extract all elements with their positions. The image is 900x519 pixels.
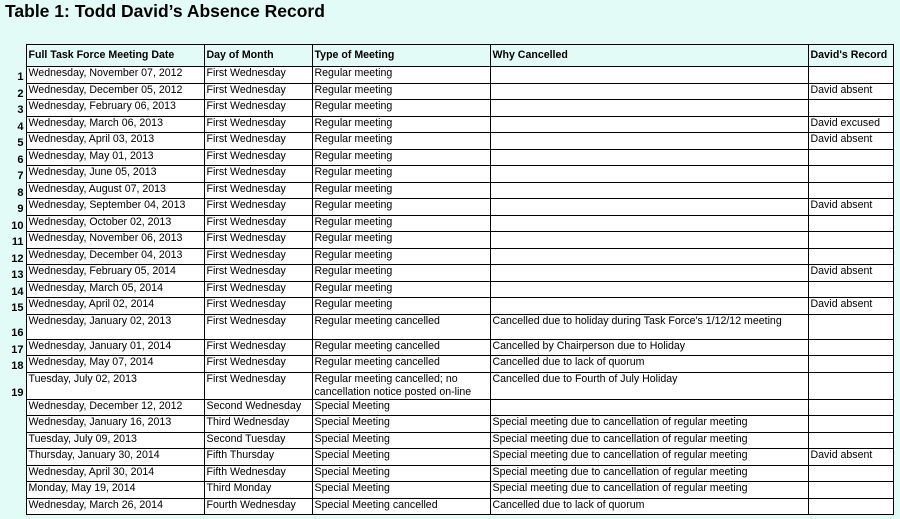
row-number: 3 <box>17 104 24 116</box>
cell-date: Wednesday, April 30, 2014 <box>26 465 204 482</box>
cell-why-cancelled <box>490 182 808 199</box>
row-number: 5 <box>17 137 24 149</box>
cell-why-cancelled: Special meeting due to cancellation of regular meeting <box>490 465 808 482</box>
cell-type-of-meeting: Regular meeting <box>312 281 490 298</box>
table-row <box>6 67 893 84</box>
cell-why-cancelled <box>490 215 808 232</box>
table-row <box>6 339 893 356</box>
cell-davids-record <box>808 314 893 339</box>
cell-davids-record <box>808 166 893 183</box>
table-row <box>6 83 893 100</box>
cell-date: Monday, May 19, 2014 <box>26 482 204 499</box>
header-day-of-month: Day of Month <box>204 45 312 67</box>
row-number: 9 <box>17 203 24 215</box>
row-number: 12 <box>11 252 24 265</box>
cell-day-of-month: First Wednesday <box>204 182 312 199</box>
header-type-of-meeting: Type of Meeting <box>312 45 490 67</box>
cell-type-of-meeting: Regular meeting <box>312 133 490 150</box>
cell-davids-record <box>808 232 893 249</box>
cell-why-cancelled <box>490 399 808 416</box>
cell-day-of-month: First Wednesday <box>204 356 312 373</box>
cell-davids-record <box>808 100 893 117</box>
cell-date: Wednesday, May 07, 2014 <box>26 356 204 373</box>
absence-table-container <box>6 44 894 515</box>
cell-why-cancelled: Cancelled due to lack of quorum <box>490 498 808 515</box>
cell-text: Regular meeting cancelled; no cancellation notice posted on-line <box>314 372 472 398</box>
cell-date: Wednesday, October 02, 2013 <box>26 215 204 232</box>
cell-day-of-month: First Wednesday <box>204 248 312 265</box>
cell-type-of-meeting: Special Meeting <box>312 416 490 433</box>
row-number: 17 <box>11 343 24 356</box>
table-row <box>6 482 893 499</box>
cell-date: Wednesday, August 07, 2013 <box>26 182 204 199</box>
header-davids-record: David's Record <box>808 45 893 67</box>
table-row <box>6 298 893 315</box>
cell-type-of-meeting: Regular meeting <box>312 116 490 133</box>
table-row <box>6 449 893 466</box>
cell-davids-record <box>808 281 893 298</box>
table-row <box>6 215 893 232</box>
cell-why-cancelled <box>490 67 808 84</box>
cell-type-of-meeting: Regular meeting <box>312 232 490 249</box>
cell-date: Wednesday, February 06, 2013 <box>26 100 204 117</box>
cell-day-of-month: Fifth Wednesday <box>204 465 312 482</box>
row-number <box>6 465 26 482</box>
cell-date: Wednesday, February 05, 2014 <box>26 265 204 282</box>
cell-davids-record <box>808 67 893 84</box>
row-number: 15 <box>11 302 24 314</box>
cell-type-of-meeting: Regular meeting <box>312 83 490 100</box>
cell-day-of-month: First Wednesday <box>204 199 312 216</box>
cell-type-of-meeting: Regular meeting <box>312 199 490 216</box>
table-row <box>6 265 893 282</box>
row-number: 10 <box>11 219 24 232</box>
cell-day-of-month: First Wednesday <box>204 83 312 100</box>
cell-type-of-meeting: Special Meeting <box>312 482 490 499</box>
cell-type-of-meeting: Regular meeting <box>312 248 490 265</box>
cell-davids-record: David absent <box>808 449 893 466</box>
cell-type-of-meeting: Regular meeting <box>312 298 490 315</box>
cell-date: Wednesday, November 07, 2012 <box>26 67 204 84</box>
row-number-header <box>6 45 26 67</box>
cell-why-cancelled <box>490 232 808 249</box>
cell-date: Wednesday, November 06, 2013 <box>26 232 204 249</box>
cell-day-of-month: Fourth Wednesday <box>204 498 312 515</box>
cell-type-of-meeting: Special Meeting <box>312 399 490 416</box>
row-number <box>6 399 26 416</box>
cell-day-of-month: First Wednesday <box>204 67 312 84</box>
cell-day-of-month: First Wednesday <box>204 314 312 339</box>
cell-davids-record: David absent <box>808 298 893 315</box>
cell-type-of-meeting: Regular meeting cancelled <box>312 339 490 356</box>
row-number <box>6 432 26 449</box>
cell-day-of-month: First Wednesday <box>204 372 312 399</box>
cell-date: Wednesday, September 04, 2013 <box>26 199 204 216</box>
cell-why-cancelled: Cancelled due to lack of quorum <box>490 356 808 373</box>
cell-type-of-meeting <box>312 314 490 339</box>
cell-day-of-month: First Wednesday <box>204 133 312 150</box>
cell-date: Wednesday, January 02, 2013 <box>26 314 204 339</box>
cell-date: Wednesday, December 04, 2013 <box>26 248 204 265</box>
cell-davids-record <box>808 215 893 232</box>
cell-day-of-month: First Wednesday <box>204 298 312 315</box>
cell-type-of-meeting: Special Meeting cancelled <box>312 498 490 515</box>
cell-davids-record: David absent <box>808 83 893 100</box>
cell-type-of-meeting: Special Meeting <box>312 432 490 449</box>
cell-type-of-meeting: Regular meeting <box>312 149 490 166</box>
cell-why-cancelled <box>490 100 808 117</box>
table-row <box>6 356 893 373</box>
table-row <box>6 498 893 515</box>
table-row <box>6 416 893 433</box>
row-number: 18 <box>11 360 24 372</box>
cell-why-cancelled: Special meeting due to cancellation of regular meeting <box>490 449 808 466</box>
cell-date: Wednesday, January 01, 2014 <box>26 339 204 356</box>
row-number <box>6 482 26 499</box>
table-row <box>6 182 893 199</box>
cell-why-cancelled <box>490 298 808 315</box>
row-number <box>6 498 26 515</box>
table-row <box>6 116 893 133</box>
cell-davids-record <box>808 356 893 373</box>
cell-type-of-meeting: Regular meeting <box>312 67 490 84</box>
cell-day-of-month: Second Wednesday <box>204 399 312 416</box>
cell-why-cancelled: Special meeting due to cancellation of regular meeting <box>490 432 808 449</box>
cell-davids-record <box>808 339 893 356</box>
table-title: Table 1: Todd David’s Absence Record <box>5 1 325 21</box>
cell-davids-record <box>808 182 893 199</box>
cell-why-cancelled <box>490 166 808 183</box>
cell-text: Regular meeting cancelled <box>314 314 440 327</box>
cell-day-of-month: Third Wednesday <box>204 416 312 433</box>
row-number: 11 <box>11 236 24 248</box>
row-number: 8 <box>17 186 24 199</box>
cell-davids-record: David absent <box>808 133 893 150</box>
cell-type-of-meeting <box>312 372 490 399</box>
header-date: Full Task Force Meeting Date <box>26 45 204 67</box>
cell-date: Wednesday, December 12, 2012 <box>26 399 204 416</box>
cell-davids-record <box>808 149 893 166</box>
cell-day-of-month: First Wednesday <box>204 339 312 356</box>
cell-type-of-meeting: Special Meeting <box>312 465 490 482</box>
cell-davids-record <box>808 498 893 515</box>
cell-why-cancelled: Cancelled by Chairperson due to Holiday <box>490 339 808 356</box>
cell-type-of-meeting: Regular meeting <box>312 265 490 282</box>
row-number: 2 <box>17 87 24 100</box>
cell-date: Wednesday, April 03, 2013 <box>26 133 204 150</box>
cell-date: Wednesday, May 01, 2013 <box>26 149 204 166</box>
cell-why-cancelled <box>490 83 808 100</box>
cell-date: Wednesday, March 06, 2013 <box>26 116 204 133</box>
row-number: 19 <box>11 387 24 399</box>
table-row <box>6 133 893 150</box>
cell-type-of-meeting: Regular meeting <box>312 215 490 232</box>
row-number: 1 <box>17 71 24 83</box>
cell-type-of-meeting: Special Meeting <box>312 449 490 466</box>
cell-type-of-meeting: Regular meeting <box>312 166 490 183</box>
cell-why-cancelled <box>490 199 808 216</box>
row-number: 13 <box>11 269 24 281</box>
cell-day-of-month: First Wednesday <box>204 281 312 298</box>
cell-davids-record <box>808 399 893 416</box>
cell-why-cancelled <box>490 149 808 166</box>
cell-why-cancelled <box>490 133 808 150</box>
cell-davids-record: David excused <box>808 116 893 133</box>
table-row <box>6 465 893 482</box>
cell-why-cancelled: Cancelled due to holiday during Task Force's 1/12/12 meeting <box>490 314 808 339</box>
cell-day-of-month: First Wednesday <box>204 232 312 249</box>
cell-date: Tuesday, July 09, 2013 <box>26 432 204 449</box>
cell-date: Tuesday, July 02, 2013 <box>26 372 204 399</box>
cell-date: Wednesday, March 26, 2014 <box>26 498 204 515</box>
row-number: 14 <box>11 285 24 298</box>
cell-date: Wednesday, March 05, 2014 <box>26 281 204 298</box>
cell-why-cancelled: Special meeting due to cancellation of regular meeting <box>490 416 808 433</box>
table-row <box>6 232 893 249</box>
cell-day-of-month: First Wednesday <box>204 100 312 117</box>
cell-davids-record <box>808 465 893 482</box>
table-row <box>6 432 893 449</box>
cell-type-of-meeting: Regular meeting cancelled <box>312 356 490 373</box>
cell-date: Wednesday, April 02, 2014 <box>26 298 204 315</box>
cell-day-of-month: First Wednesday <box>204 166 312 183</box>
cell-davids-record: David absent <box>808 199 893 216</box>
cell-davids-record <box>808 248 893 265</box>
table-row <box>6 314 893 339</box>
cell-date: Wednesday, June 05, 2013 <box>26 166 204 183</box>
cell-why-cancelled <box>490 116 808 133</box>
cell-date: Wednesday, December 05, 2012 <box>26 83 204 100</box>
row-number: 16 <box>11 327 24 339</box>
table-row <box>6 248 893 265</box>
row-number <box>6 449 26 466</box>
row-number: 6 <box>17 153 24 166</box>
cell-date: Thursday, January 30, 2014 <box>26 449 204 466</box>
cell-davids-record <box>808 416 893 433</box>
header-row <box>6 45 893 67</box>
cell-day-of-month: Third Monday <box>204 482 312 499</box>
cell-type-of-meeting: Regular meeting <box>312 100 490 117</box>
table-row <box>6 281 893 298</box>
table-row <box>6 372 893 399</box>
cell-davids-record <box>808 432 893 449</box>
table-row <box>6 399 893 416</box>
table-row <box>6 199 893 216</box>
row-number <box>6 416 26 433</box>
table-row <box>6 100 893 117</box>
header-why-cancelled: Why Cancelled <box>490 45 808 67</box>
cell-davids-record <box>808 482 893 499</box>
cell-why-cancelled: Special meeting due to cancellation of regular meeting <box>490 482 808 499</box>
cell-day-of-month: First Wednesday <box>204 265 312 282</box>
cell-why-cancelled: Cancelled due to Fourth of July Holiday <box>490 372 808 399</box>
cell-davids-record: David absent <box>808 265 893 282</box>
table-row <box>6 166 893 183</box>
cell-day-of-month: First Wednesday <box>204 215 312 232</box>
cell-date: Wednesday, January 16, 2013 <box>26 416 204 433</box>
cell-davids-record <box>808 372 893 399</box>
cell-day-of-month: First Wednesday <box>204 116 312 133</box>
table-body <box>6 67 893 515</box>
cell-type-of-meeting: Regular meeting <box>312 182 490 199</box>
row-number: 4 <box>17 120 24 133</box>
cell-day-of-month: First Wednesday <box>204 149 312 166</box>
row-number: 7 <box>17 170 24 182</box>
absence-table <box>6 44 894 515</box>
cell-day-of-month: Second Tuesday <box>204 432 312 449</box>
table-row <box>6 149 893 166</box>
cell-why-cancelled <box>490 281 808 298</box>
cell-day-of-month: Fifth Thursday <box>204 449 312 466</box>
cell-why-cancelled <box>490 265 808 282</box>
cell-why-cancelled <box>490 248 808 265</box>
